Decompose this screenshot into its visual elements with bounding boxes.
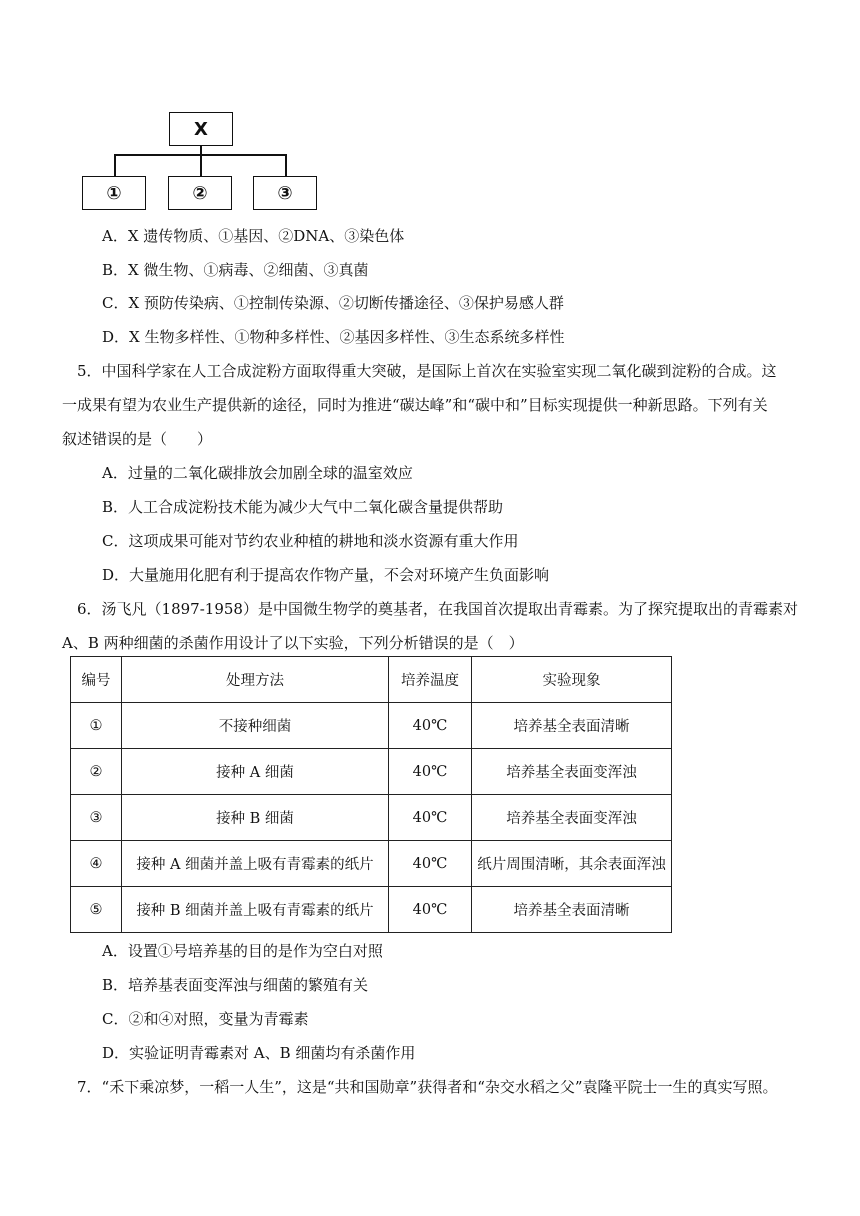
diagram-connector — [285, 154, 287, 176]
diagram-child-box: ③ — [253, 176, 317, 210]
q6-option-b: B．培养基表面变浑浊与细菌的繁殖有关 — [102, 976, 369, 994]
table-cell: 接种 B 细菌并盖上吸有青霉素的纸片 — [122, 887, 389, 933]
q4-option-b: B．X 微生物、①病毒、②细菌、③真菌 — [102, 261, 369, 279]
table-cell: 接种 A 细菌并盖上吸有青霉素的纸片 — [122, 841, 389, 887]
diagram-connector — [200, 146, 202, 154]
table-cell: 培养基全表面清晰 — [472, 887, 672, 933]
table-cell: 40℃ — [389, 703, 472, 749]
table-cell: 培养基全表面变浑浊 — [472, 795, 672, 841]
hierarchy-diagram — [82, 112, 322, 212]
diagram-child-box: ② — [168, 176, 232, 210]
table-cell: 接种 A 细菌 — [122, 749, 389, 795]
table-row — [71, 887, 672, 933]
diagram-root-box: X — [169, 112, 233, 146]
table-row — [71, 703, 672, 749]
q6-stem-line-1: 6．汤飞凡（1897-1958）是中国微生物学的奠基者，在我国首次提取出青霉素。为了探究提取出的青霉素对 — [77, 600, 798, 618]
q4-option-c: C．X 预防传染病、①控制传染源、②切断传播途径、③保护易感人群 — [102, 294, 564, 312]
q6-option-c: C．②和④对照，变量为青霉素 — [102, 1010, 309, 1028]
table-cell: 40℃ — [389, 841, 472, 887]
table-header-cell: 实验现象 — [472, 657, 672, 703]
q7-stem-line-1: 7．“禾下乘凉梦，一稻一人生”，这是“共和国勋章”获得者和“杂交水稻之父”袁隆平院士一生的真实写照。 — [77, 1078, 778, 1096]
q5-stem-line-3: 叙述错误的是（ ） — [62, 430, 213, 448]
table-cell: 纸片周围清晰，其余表面浑浊 — [472, 841, 672, 887]
q5-option-c: C．这项成果可能对节约农业种植的耕地和淡水资源有重大作用 — [102, 532, 519, 550]
q5-stem-line-1: 5．中国科学家在人工合成淀粉方面取得重大突破，是国际上首次在实验室实现二氧化碳到淀粉的合成。这 — [77, 362, 777, 380]
table-cell: 40℃ — [389, 749, 472, 795]
q5-option-a: A．过量的二氧化碳排放会加剧全球的温室效应 — [102, 464, 413, 482]
table-cell: ⑤ — [71, 887, 122, 933]
table-row — [71, 749, 672, 795]
q6-stem-line-2: A、B 两种细菌的杀菌作用设计了以下实验，下列分析错误的是（ ） — [62, 634, 524, 652]
q4-option-d: D．X 生物多样性、①物种多样性、②基因多样性、③生态系统多样性 — [102, 328, 565, 346]
q5-option-d: D．大量施用化肥有利于提高农作物产量，不会对环境产生负面影响 — [102, 566, 550, 584]
q6-option-a: A．设置①号培养基的目的是作为空白对照 — [102, 942, 383, 960]
table-row — [71, 795, 672, 841]
table-cell: 不接种细菌 — [122, 703, 389, 749]
table-cell: ① — [71, 703, 122, 749]
table-row — [71, 841, 672, 887]
experiment-table — [70, 656, 672, 933]
q5-stem-line-2: 一成果有望为农业生产提供新的途径，同时为推进“碳达峰”和“碳中和”目标实现提供一种新思路。下列有关 — [62, 396, 768, 414]
q6-option-d: D．实验证明青霉素对 A、B 细菌均有杀菌作用 — [102, 1044, 416, 1062]
diagram-child-box: ① — [82, 176, 146, 210]
table-header-cell: 培养温度 — [389, 657, 472, 703]
table-cell: ② — [71, 749, 122, 795]
q4-option-a: A．X 遗传物质、①基因、②DNA、③染色体 — [102, 227, 405, 245]
table-cell: ④ — [71, 841, 122, 887]
table-cell: 接种 B 细菌 — [122, 795, 389, 841]
diagram-connector — [114, 154, 116, 176]
table-cell: 培养基全表面变浑浊 — [472, 749, 672, 795]
table-cell: 40℃ — [389, 887, 472, 933]
table-header-cell: 编号 — [71, 657, 122, 703]
table-cell: ③ — [71, 795, 122, 841]
table-cell: 40℃ — [389, 795, 472, 841]
table-header-row — [71, 657, 672, 703]
q5-option-b: B．人工合成淀粉技术能为减少大气中二氧化碳含量提供帮助 — [102, 498, 504, 516]
table-header-cell: 处理方法 — [122, 657, 389, 703]
diagram-connector — [200, 154, 202, 176]
table-cell: 培养基全表面清晰 — [472, 703, 672, 749]
